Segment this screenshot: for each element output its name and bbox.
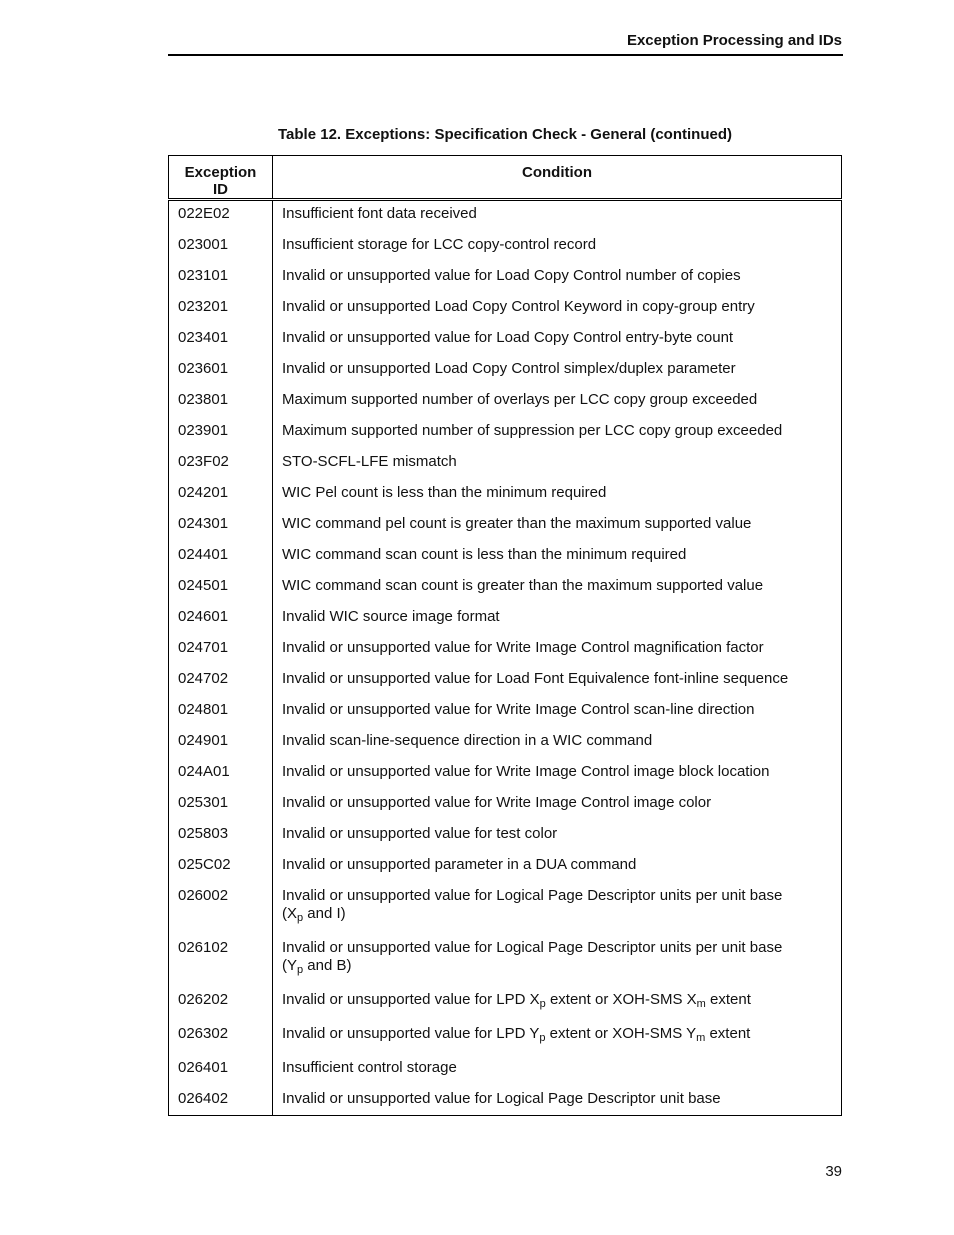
- exception-id-cell: 023401: [169, 324, 273, 355]
- condition-text: (Y: [282, 956, 297, 974]
- condition-text: and B): [303, 956, 352, 974]
- condition-text: extent or XOH-SMS X: [545, 990, 697, 1008]
- condition-cell: Invalid or unsupported value for Write Image Control image block location: [273, 758, 842, 789]
- condition-text: (X: [282, 904, 297, 922]
- table-row: [169, 541, 842, 572]
- exception-id-cell: 026402: [169, 1085, 273, 1116]
- exception-id-cell: 024501: [169, 572, 273, 603]
- condition-cell: Invalid or unsupported value for Write Image Control scan-line direction: [273, 696, 842, 727]
- exception-id-cell: 026401: [169, 1054, 273, 1085]
- condition-cell: Invalid or unsupported value for test color: [273, 820, 842, 851]
- subscript: m: [696, 997, 706, 1010]
- table-row: [169, 231, 842, 262]
- condition-text: extent or XOH-SMS Y: [545, 1024, 697, 1042]
- table-row: [169, 510, 842, 541]
- table-row: [169, 1054, 842, 1085]
- exception-id-cell: 024701: [169, 634, 273, 665]
- subscript: m: [696, 1031, 706, 1044]
- table-row: [169, 262, 842, 293]
- exception-id-cell: 024601: [169, 603, 273, 634]
- condition-cell: Invalid or unsupported value for Load Font Equivalence font-inline sequence: [273, 665, 842, 696]
- condition-cell: Invalid or unsupported value for Load Copy Control entry-byte count: [273, 324, 842, 355]
- condition-text: extent: [705, 1024, 751, 1042]
- condition-text: Invalid or unsupported value for LPD Y: [282, 1024, 540, 1042]
- table-row: [169, 789, 842, 820]
- table-row: [169, 355, 842, 386]
- condition-cell: Maximum supported number of overlays per LCC copy group exceeded: [273, 386, 842, 417]
- condition-cell: [273, 1020, 842, 1054]
- condition-cell: Invalid or unsupported value for Write Image Control image color: [273, 789, 842, 820]
- table-row: [169, 324, 842, 355]
- table-row: [169, 417, 842, 448]
- exception-id-cell: 023F02: [169, 448, 273, 479]
- condition-cell: WIC command scan count is greater than the maximum supported value: [273, 572, 842, 603]
- table-row: [169, 1085, 842, 1116]
- condition-cell: Insufficient control storage: [273, 1054, 842, 1085]
- subscript: p: [539, 1031, 546, 1044]
- condition-cell: [273, 882, 842, 934]
- exception-id-cell: 024201: [169, 479, 273, 510]
- table-row: [169, 696, 842, 727]
- table-row: [169, 386, 842, 417]
- table-caption: Table 12. Exceptions: Specification Check - General (continued): [278, 126, 732, 143]
- table-row: [169, 727, 842, 758]
- exception-id-cell: 023901: [169, 417, 273, 448]
- exception-id-cell: 024702: [169, 665, 273, 696]
- exception-id-cell: 026202: [169, 986, 273, 1020]
- exception-id-cell: 024A01: [169, 758, 273, 789]
- condition-cell: WIC command pel count is greater than the maximum supported value: [273, 510, 842, 541]
- condition-cell: WIC Pel count is less than the minimum required: [273, 479, 842, 510]
- condition-cell: Invalid scan-line-sequence direction in a WIC command: [273, 727, 842, 758]
- subscript: p: [297, 911, 304, 924]
- exception-id-cell: 026102: [169, 934, 273, 986]
- exception-id-cell: 023801: [169, 386, 273, 417]
- exception-id-cell: 024901: [169, 727, 273, 758]
- table-row: [169, 634, 842, 665]
- condition-cell: WIC command scan count is less than the minimum required: [273, 541, 842, 572]
- exception-id-cell: 025C02: [169, 851, 273, 882]
- exception-id-cell: 023001: [169, 231, 273, 262]
- exception-id-cell: 025301: [169, 789, 273, 820]
- exception-id-cell: 023101: [169, 262, 273, 293]
- exception-id-cell: 023601: [169, 355, 273, 386]
- exception-id-cell: 023201: [169, 293, 273, 324]
- condition-cell: Invalid or unsupported value for Logical Page Descriptor unit base: [273, 1085, 842, 1116]
- condition-cell: Insufficient font data received: [273, 200, 842, 231]
- condition-cell: Invalid or unsupported parameter in a DUA command: [273, 851, 842, 882]
- column-header-condition: Condition: [273, 156, 842, 200]
- column-header-exception-id: Exception ID: [169, 156, 273, 200]
- condition-cell: [273, 986, 842, 1020]
- exception-id-cell: 024401: [169, 541, 273, 572]
- table-row: [169, 665, 842, 696]
- condition-line: Invalid or unsupported value for Logical Page Descriptor units per unit base: [282, 938, 783, 956]
- condition-cell: STO-SCFL-LFE mismatch: [273, 448, 842, 479]
- condition-text: and I): [303, 904, 346, 922]
- page-number: 39: [825, 1163, 842, 1180]
- condition-text: extent: [705, 990, 751, 1008]
- exception-id-cell: 024801: [169, 696, 273, 727]
- table-row: [169, 572, 842, 603]
- exception-id-cell: 022E02: [169, 200, 273, 231]
- exception-id-cell: 026302: [169, 1020, 273, 1054]
- exception-id-cell: 025803: [169, 820, 273, 851]
- condition-cell: Invalid WIC source image format: [273, 603, 842, 634]
- table-row: [169, 986, 842, 1020]
- table-row: [169, 934, 842, 986]
- subscript: p: [539, 997, 546, 1010]
- table-row: [169, 820, 842, 851]
- running-header: Exception Processing and IDs: [626, 32, 842, 49]
- exception-id-cell: 024301: [169, 510, 273, 541]
- condition-cell: Invalid or unsupported Load Copy Control Keyword in copy-group entry: [273, 293, 842, 324]
- condition-cell: Invalid or unsupported Load Copy Control simplex/duplex parameter: [273, 355, 842, 386]
- table-row: [169, 1020, 842, 1054]
- condition-cell: [273, 934, 842, 986]
- condition-cell: Maximum supported number of suppression per LCC copy group exceeded: [273, 417, 842, 448]
- condition-text: Invalid or unsupported value for LPD X: [282, 990, 540, 1008]
- table-row: [169, 293, 842, 324]
- condition-cell: Invalid or unsupported value for Load Copy Control number of copies: [273, 262, 842, 293]
- subscript: p: [297, 963, 304, 976]
- table-row: [169, 200, 842, 231]
- table-row: [169, 603, 842, 634]
- exceptions-table: [168, 155, 842, 1116]
- condition-line: Invalid or unsupported value for Logical Page Descriptor units per unit base: [282, 886, 783, 904]
- table-row: [169, 851, 842, 882]
- table-row: [169, 448, 842, 479]
- table-row: [169, 758, 842, 789]
- table-row: [169, 479, 842, 510]
- condition-cell: Insufficient storage for LCC copy-control record: [273, 231, 842, 262]
- table-header-row: [169, 156, 842, 200]
- condition-cell: Invalid or unsupported value for Write Image Control magnification factor: [273, 634, 842, 665]
- table-row: [169, 882, 842, 934]
- exception-id-cell: 026002: [169, 882, 273, 934]
- header-rule: [168, 54, 843, 56]
